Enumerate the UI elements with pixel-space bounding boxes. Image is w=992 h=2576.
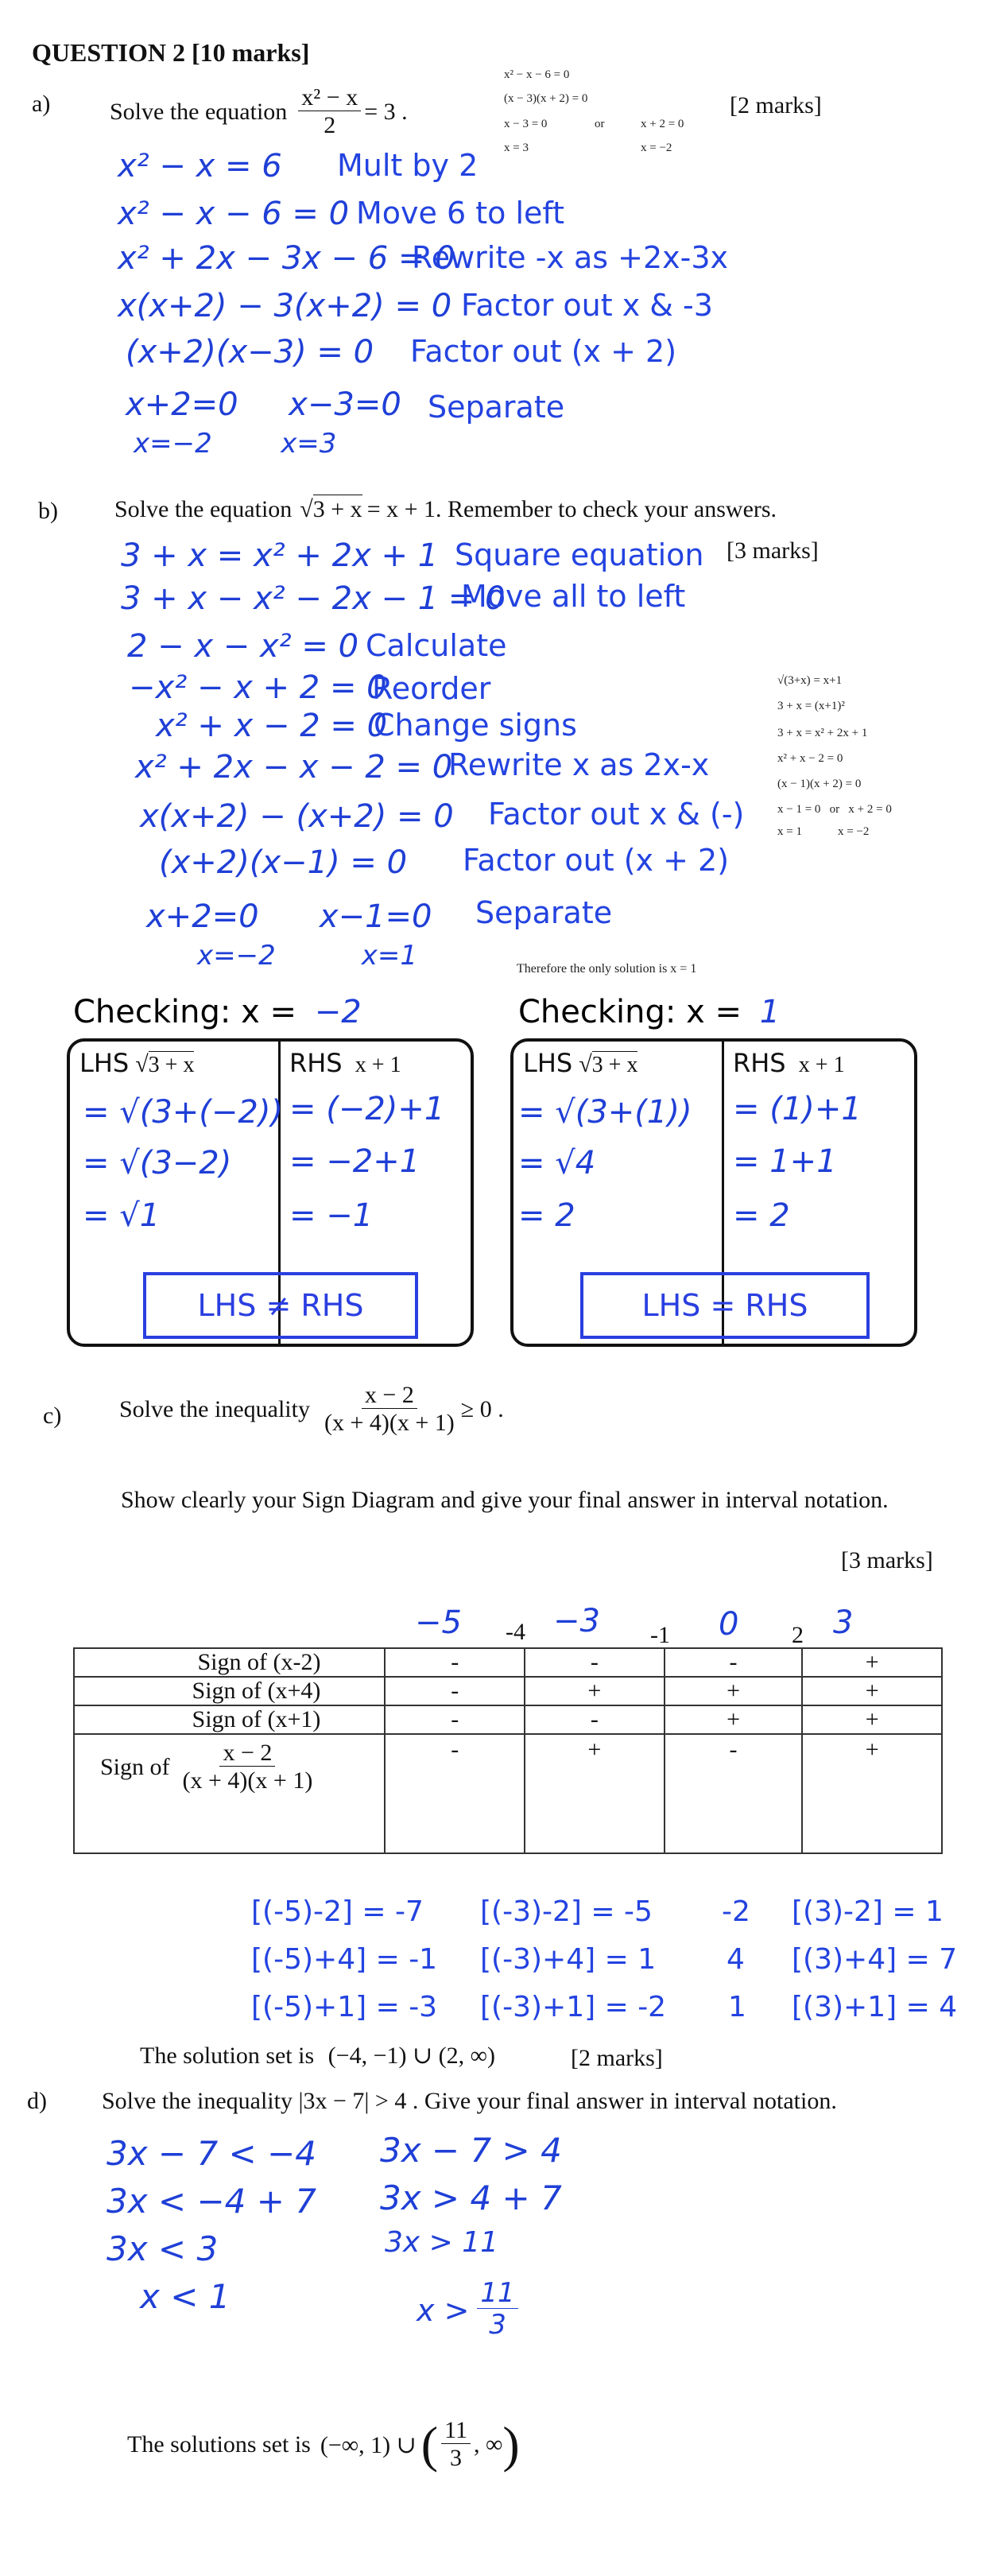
sign-cell: +: [665, 1677, 803, 1705]
sign-row-fraction-label: [74, 1734, 385, 1853]
part-a-ref-5: x = 3: [504, 142, 529, 154]
part-a-note-6: Separate: [428, 390, 565, 425]
check-left-lhs-expr: 3 + x: [148, 1053, 195, 1077]
part-d-right-4-text: x >: [417, 2292, 470, 2328]
part-c-instruction: Show clearly your Sign Diagram and give your final answer in interval notation.: [121, 1487, 889, 1513]
test-point-1: −5: [415, 1604, 462, 1641]
part-a-eq-num: x² − x: [298, 84, 361, 111]
part-a-ref-1: x² − x − 6 = 0: [504, 68, 570, 81]
check-right-rhs-head: [733, 1048, 845, 1078]
sign-cell: -: [525, 1648, 665, 1677]
part-b-ref-4: x² + x − 2 = 0: [777, 752, 843, 765]
calc-1-2: [(-3)-2] = -5: [480, 1895, 653, 1928]
part-c-ineq-rhs: ≥ 0 .: [460, 1396, 504, 1422]
check-right-rhs-expr: x + 1: [798, 1053, 845, 1077]
part-b-ref-1: √(3+x) = x+1: [777, 674, 843, 687]
part-b-work-9: x+2=0 x−1=0: [146, 898, 432, 935]
part-d-prompt-abs: |3x − 7| > 4: [298, 2088, 407, 2114]
part-c-prompt: [119, 1382, 504, 1437]
part-c-ineq-num: x − 2: [362, 1382, 417, 1409]
critical-point-2: -1: [650, 1622, 670, 1648]
part-a-work-1: x² − x = 6: [118, 148, 282, 184]
sign-of-label: Sign of: [100, 1754, 170, 1780]
part-a-note-5: Factor out (x + 2): [410, 334, 677, 369]
part-a-ref-3: x − 3 = 0: [504, 118, 548, 130]
part-b-ref-6: x − 1 = 0 or x + 2 = 0: [777, 803, 892, 816]
part-a-prompt: [110, 84, 408, 140]
part-b-ref-5: (x − 1)(x + 2) = 0: [777, 778, 862, 790]
part-b-ref-7: x = 1 x = −2: [777, 825, 870, 838]
part-a-eq-den: 2: [324, 112, 336, 138]
critical-point-1: -4: [506, 1619, 525, 1645]
part-c-ineq-den: (x + 4)(x + 1): [324, 1410, 455, 1436]
sign-cell: -: [665, 1734, 803, 1853]
part-a-equation-fraction: [298, 84, 361, 140]
calc-3-2: [(-3)+1] = -2: [480, 1991, 667, 2023]
part-a-work-5: (x+2)(x−3) = 0: [126, 334, 374, 370]
part-d-right-fraction: [477, 2279, 517, 2341]
part-d-prompt-post: . Give your final answer in interval notation.: [412, 2088, 837, 2114]
part-a-note-3: Rewrite -x as +2x-3x: [412, 240, 729, 275]
part-d-left-3: 3x < 3: [107, 2229, 219, 2268]
sign-of-num: x − 2: [219, 1740, 275, 1767]
part-b-work-8: (x+2)(x−1) = 0: [159, 844, 408, 881]
sign-row-label: Sign of (x-2): [74, 1648, 385, 1677]
part-a-ref-6: x = −2: [641, 142, 672, 154]
calc-3-4: [(3)+1] = 4: [792, 1991, 958, 2023]
part-b-note-8: Factor out (x + 2): [463, 843, 730, 878]
part-d-left-1: 3x − 7 < −4: [107, 2134, 316, 2173]
sign-cell: +: [665, 1705, 803, 1734]
part-d-letter: d): [27, 2088, 47, 2114]
part-d-right-frac-num: 11: [477, 2279, 517, 2309]
part-b-work-10: x=−2 x=1: [197, 940, 418, 972]
part-a-note-2: Move 6 to left: [356, 196, 565, 231]
part-c-solution-marks: [2 marks]: [571, 2045, 663, 2071]
part-b-work-4: −x² − x + 2 = 0: [129, 669, 387, 706]
part-b-note-1: Square equation: [455, 537, 704, 572]
calc-3-3: 1: [728, 1991, 746, 2023]
part-a-marks: [2 marks]: [730, 92, 822, 118]
part-d-close-paren: ): [502, 2416, 520, 2473]
part-a-work-2: x² − x − 6 = 0: [118, 196, 350, 232]
part-d-prompt-pre: Solve the inequality: [102, 2088, 293, 2114]
sign-cell: +: [525, 1677, 665, 1705]
part-d-solution-pre: (−∞, 1) ∪: [320, 2431, 417, 2458]
check-left-rhs-2: = −2+1: [289, 1143, 420, 1180]
check-left-lhs-1: = √(3+(−2)): [83, 1094, 284, 1131]
check-left-title: [73, 994, 362, 1030]
part-d-prompt: [102, 2088, 837, 2115]
part-a-letter: a): [32, 91, 51, 117]
sign-row-label: Sign of (x+1): [74, 1705, 385, 1734]
part-b-note-9: Separate: [475, 895, 613, 930]
part-a-work-6: x+2=0 x−3=0: [126, 386, 401, 423]
test-point-2: −3: [553, 1603, 600, 1639]
check-left-lhs-label: LHS: [79, 1048, 130, 1078]
check-right-title: [518, 994, 780, 1030]
part-b-prompt-post: = x + 1. Remember to check your answers.: [366, 496, 777, 522]
part-b-note-5: Change signs: [374, 708, 577, 743]
part-c-inequality-fraction: [321, 1382, 458, 1437]
sign-of-den: (x + 4)(x + 1): [182, 1767, 313, 1794]
calc-3-1: [(-5)+1] = -3: [251, 1991, 438, 2023]
sign-cell: +: [525, 1734, 665, 1853]
part-b-ref-2: 3 + x = (x+1)²: [777, 700, 845, 712]
calc-1-1: [(-5)-2] = -7: [251, 1895, 424, 1928]
check-right-rhs-3: = 2: [733, 1197, 790, 1234]
test-point-4: 3: [833, 1604, 854, 1641]
calc-2-3: 4: [727, 1943, 745, 1976]
sign-row: [74, 1705, 942, 1734]
part-d-solution: [127, 2417, 520, 2473]
sign-cell: +: [802, 1734, 942, 1853]
part-d-solution-post: , ∞: [473, 2431, 503, 2458]
sign-cell: -: [385, 1677, 525, 1705]
sign-cell: -: [385, 1648, 525, 1677]
part-b-work-3: 2 − x − x² = 0: [127, 628, 359, 665]
sign-row-fraction: [74, 1734, 942, 1853]
part-d-solution-num: 11: [441, 2417, 471, 2444]
check-left-rhs-3: = −1: [289, 1197, 374, 1234]
part-d-right-2: 3x > 4 + 7: [380, 2178, 562, 2217]
sign-cell: -: [385, 1734, 525, 1853]
sign-cell: +: [802, 1677, 942, 1705]
part-c-prompt-text: Solve the inequality: [119, 1396, 310, 1422]
check-left-rhs-label: RHS: [289, 1048, 343, 1078]
part-d-right-4: [417, 2279, 521, 2341]
check-right-lhs-1: = √(3+(1)): [518, 1094, 692, 1131]
check-right-rhs-label: RHS: [733, 1048, 786, 1078]
check-left-lhs-2: = √(3−2): [83, 1145, 232, 1181]
part-b-work-1: 3 + x = x² + 2x + 1: [121, 537, 439, 574]
check-right-rhs-2: = 1+1: [733, 1143, 837, 1180]
sign-row: [74, 1677, 942, 1705]
calc-2-1: [(-5)+4] = -1: [251, 1943, 438, 1976]
check-right-lhs-2: = √4: [518, 1145, 596, 1181]
sign-of-fraction: [180, 1740, 316, 1795]
check-right-lhs-3: = 2: [518, 1197, 575, 1234]
part-b-work-6: x² + 2x − x − 2 = 0: [135, 749, 453, 786]
part-c-solution: [140, 2042, 495, 2070]
check-left-lhs-head: [79, 1048, 194, 1078]
sign-row-label: Sign of (x+4): [74, 1677, 385, 1705]
sign-cell: -: [385, 1705, 525, 1734]
part-b-note-3: Calculate: [366, 628, 507, 663]
part-b-radicand: 3 + x: [312, 496, 362, 522]
part-d-open-paren: (: [420, 2416, 439, 2473]
check-right-lhs-label: LHS: [523, 1048, 573, 1078]
part-d-right-3: 3x > 11: [385, 2226, 499, 2259]
part-b-note-4: Reorder: [372, 671, 491, 706]
part-b-prompt-pre: Solve the equation: [114, 496, 293, 522]
part-a-work-4: x(x+2) − 3(x+2) = 0: [118, 288, 452, 324]
part-a-work-7: x=−2 x=3: [134, 428, 337, 460]
part-a-ref-2: (x − 3)(x + 2) = 0: [504, 92, 588, 105]
sign-cell: +: [802, 1705, 942, 1734]
part-b-sqrt-sign: √: [300, 496, 313, 522]
part-a-prompt-text: Solve the equation: [110, 99, 288, 125]
part-b-marks: [3 marks]: [727, 537, 819, 564]
part-a-ref-or: or: [595, 118, 605, 130]
part-d-solution-fraction: [441, 2417, 471, 2473]
part-d-left-4: x < 1: [140, 2277, 231, 2316]
calc-1-3: -2: [722, 1895, 750, 1928]
check-right-verdict: LHS = RHS: [580, 1272, 870, 1339]
part-b-therefore: Therefore the only solution is x = 1: [517, 962, 697, 976]
part-c-solution-set: (−4, −1) ∪ (2, ∞): [327, 2043, 495, 2069]
sign-diagram-table: [73, 1647, 943, 1854]
part-b-work-2: 3 + x − x² − 2x − 1 = 0: [121, 580, 506, 617]
part-d-left-2: 3x < −4 + 7: [107, 2182, 316, 2221]
check-right-x-value: 1: [759, 994, 781, 1030]
part-b-prompt: [114, 495, 777, 523]
part-b-work-5: x² + x − 2 = 0: [156, 708, 388, 744]
part-c-solution-label: The solution set is: [140, 2043, 315, 2069]
check-left-lhs-sqrt: √: [135, 1051, 149, 1077]
check-left-x-value: −2: [314, 994, 362, 1030]
part-a-eq-rhs: = 3 .: [364, 99, 408, 125]
check-right-lhs-expr: 3 + x: [591, 1053, 638, 1077]
sign-cell: -: [525, 1705, 665, 1734]
check-right-lhs-sqrt: √: [579, 1051, 592, 1077]
part-c-letter: c): [43, 1402, 62, 1429]
part-d-solution-den: 3: [450, 2445, 463, 2471]
check-left-verdict: LHS ≠ RHS: [143, 1272, 418, 1339]
check-left-rhs-1: = (−2)+1: [289, 1091, 445, 1127]
part-d-right-frac-den: 3: [489, 2309, 506, 2341]
part-b-work-7: x(x+2) − (x+2) = 0: [140, 798, 454, 835]
part-d-solution-label: The solutions set is: [127, 2431, 311, 2458]
test-point-3: 0: [719, 1606, 739, 1643]
check-right-title-text: Checking: x =: [518, 994, 742, 1030]
part-a-note-4: Factor out x & -3: [461, 288, 713, 323]
calc-2-2: [(-3)+4] = 1: [480, 1943, 657, 1976]
check-left-lhs-3: = √1: [83, 1197, 161, 1234]
check-left-rhs-expr: x + 1: [355, 1053, 401, 1077]
sign-row: [74, 1648, 942, 1677]
part-b-ref-3: 3 + x = x² + 2x + 1: [777, 727, 868, 739]
calc-1-4: [(3)-2] = 1: [792, 1895, 944, 1928]
part-d-right-1: 3x − 7 > 4: [380, 2131, 562, 2170]
part-a-work-3: x² + 2x − 3x − 6 = 0: [118, 240, 455, 277]
part-a-ref-4: x + 2 = 0: [641, 118, 684, 130]
sign-cell: -: [665, 1648, 803, 1677]
part-b-note-7: Factor out x & (-): [488, 797, 745, 832]
calc-2-4: [(3)+4] = 7: [792, 1943, 958, 1976]
check-left-rhs-head: [289, 1048, 401, 1078]
part-c-marks: [3 marks]: [841, 1547, 933, 1573]
part-a-note-1: Mult by 2: [337, 148, 479, 183]
check-left-title-text: Checking: x =: [73, 994, 296, 1030]
part-b-note-2: Move all to left: [461, 579, 686, 614]
check-right-lhs-head: [523, 1048, 637, 1078]
critical-point-3: 2: [792, 1622, 804, 1648]
sign-cell: +: [802, 1648, 942, 1677]
question-header: QUESTION 2 [10 marks]: [32, 38, 310, 67]
part-b-letter: b): [38, 498, 58, 524]
part-b-note-6: Rewrite x as 2x-x: [448, 747, 710, 782]
check-right-rhs-1: = (1)+1: [733, 1091, 862, 1127]
